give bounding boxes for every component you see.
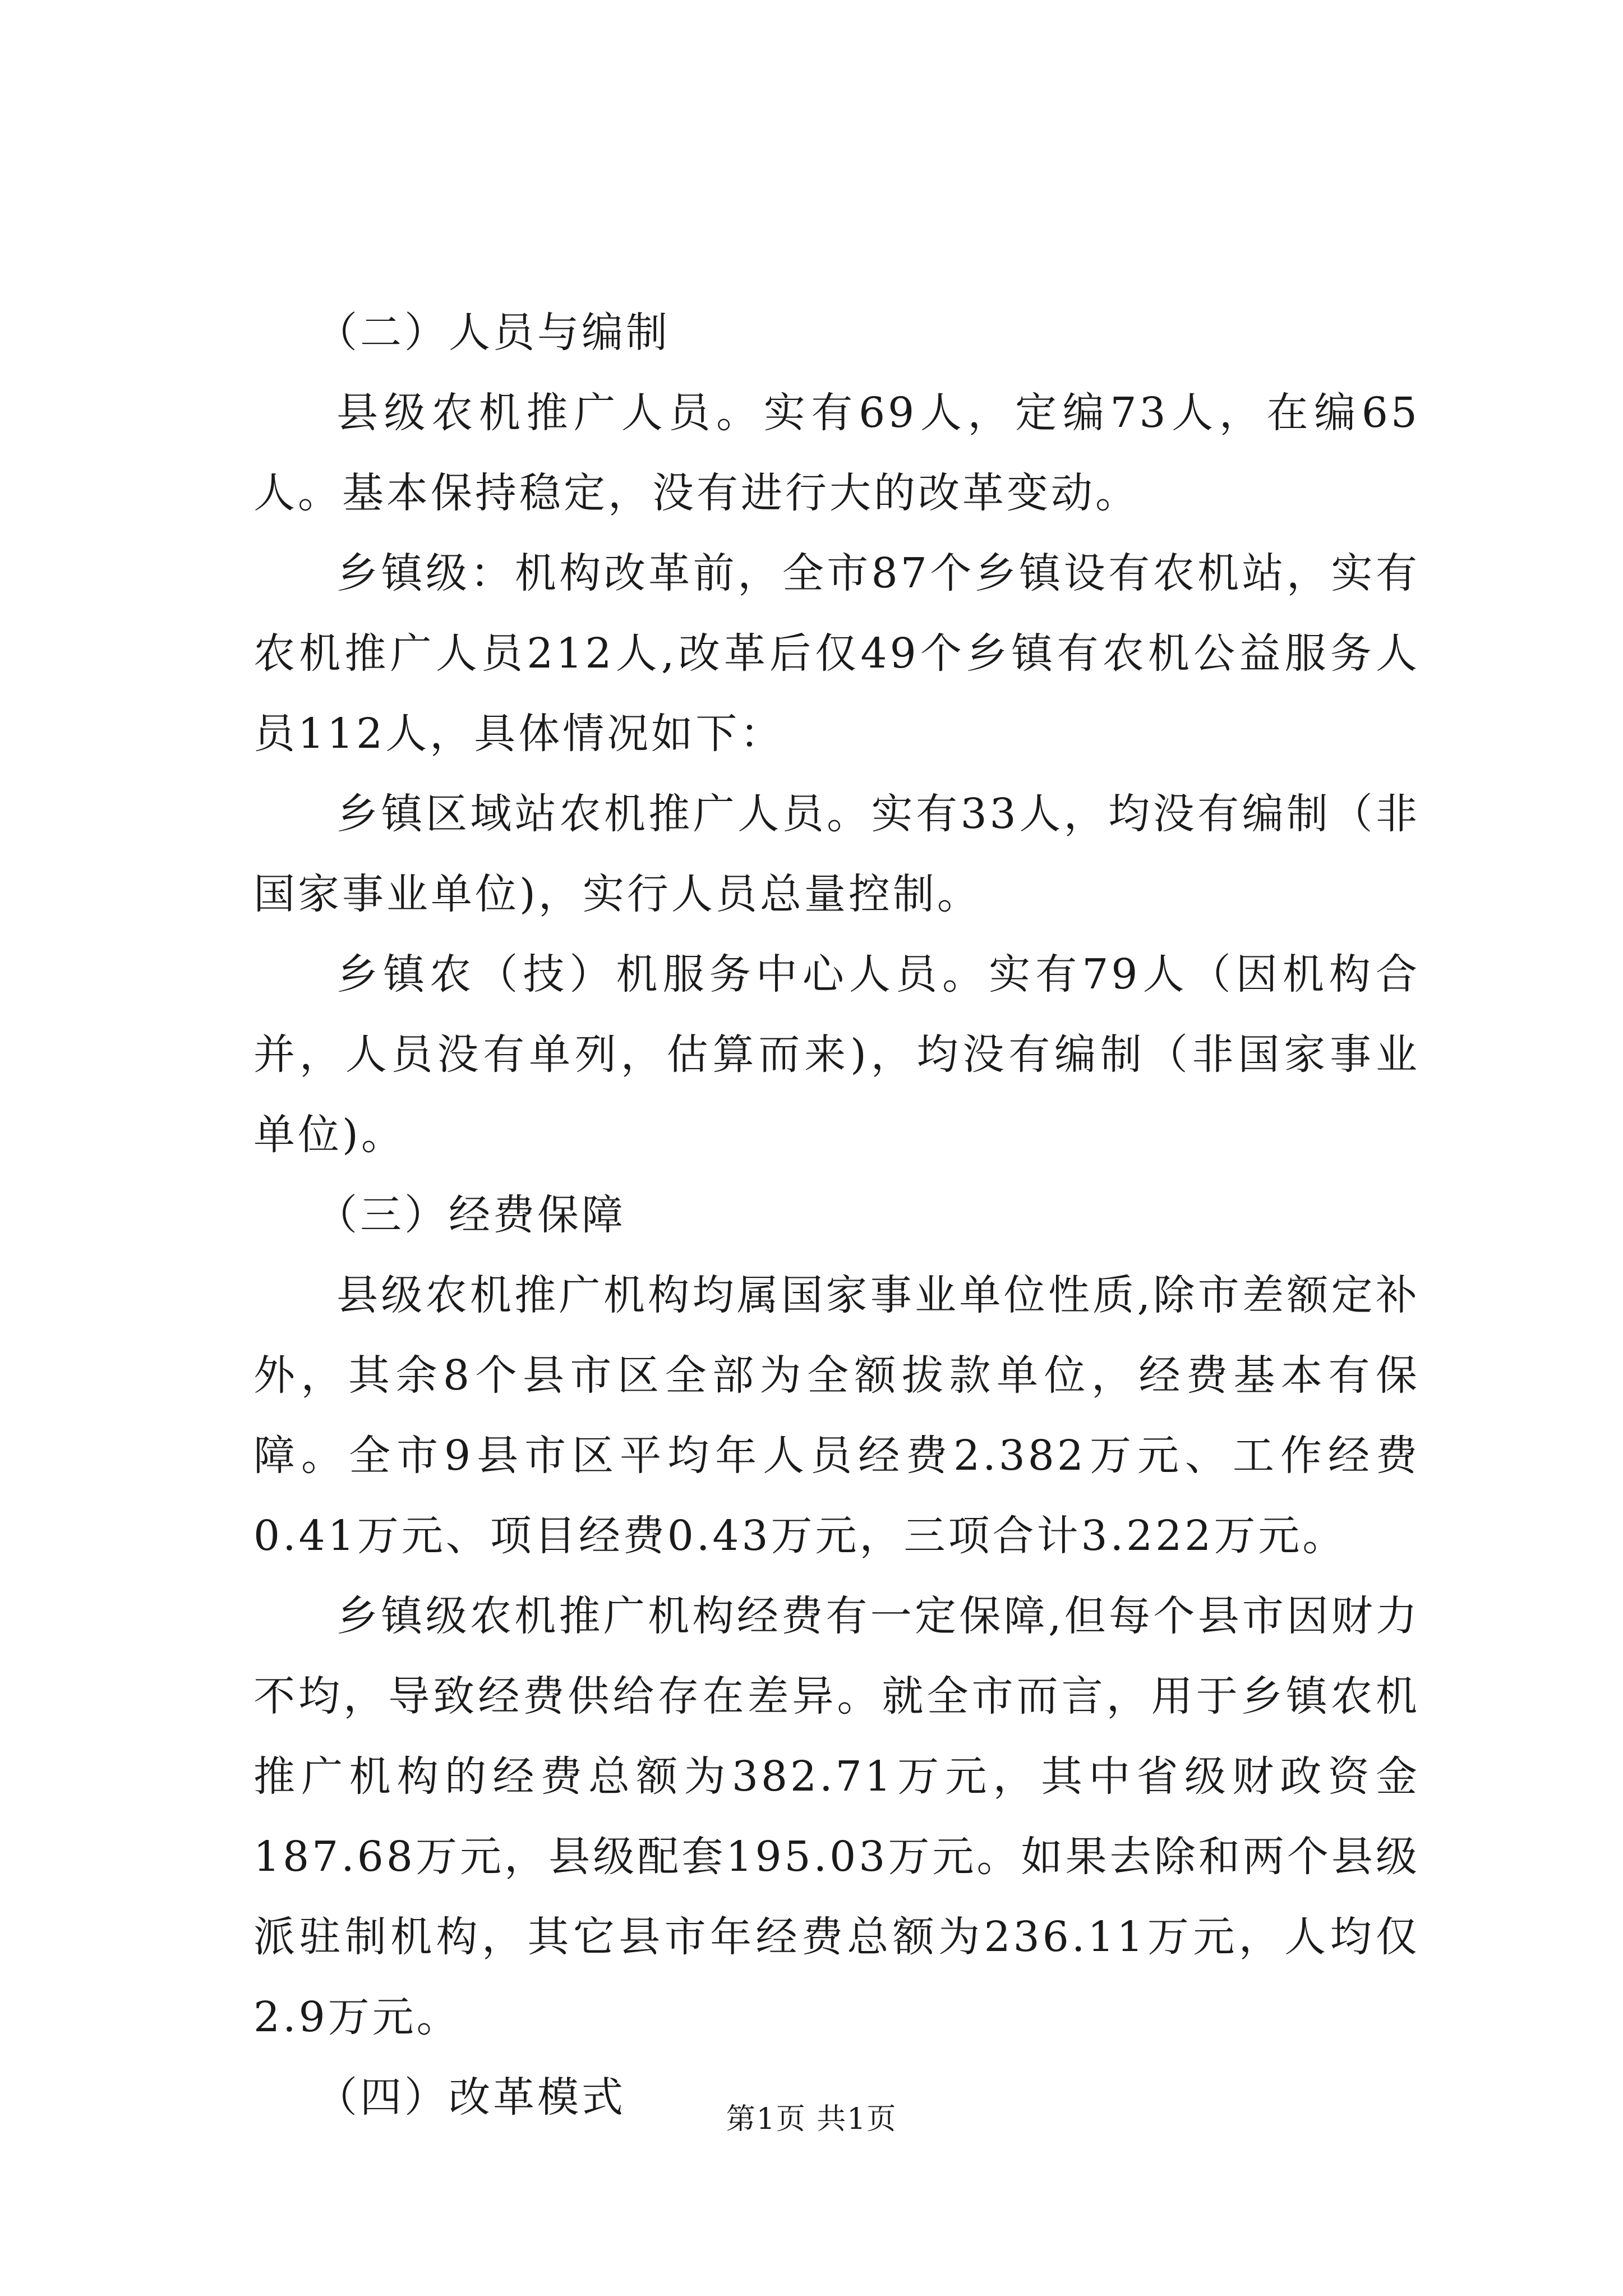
document-body [253,293,1420,2138]
paragraph-regional-station: 乡镇区域站农机推广人员。实有33人，均没有编制（非国家事业单位)，实行人员总量控制。 [253,790,1420,918]
paragraph-township-level: 乡镇级：机构改革前，全市87个乡镇设有农机站，实有农机推广人员212人,改革后仅49个乡镇有农机公益服务人员112人，具体情况如下： [253,549,1420,758]
paragraph-township-funding: 乡镇级农机推广机构经费有一定保障,但每个县市因财力不均，导致经费供给存在差异。就全市而言，用于乡镇农机推广机构的经费总额为382.71万元，其中省级财政资金187.68万元，县级配套195.03万元。如果去除和两个县级派驻制机构，其它县市年经费总额为236.11万元，人均仅2.9万元。 [253,1592,1420,2041]
paragraph-county-staff: 县级农机推广人员。实有69人，定编73人，在编65人。基本保持稳定，没有进行大的改革变动。 [253,389,1420,517]
paragraph-service-center: 乡镇农（技）机服务中心人员。实有79人（因机构合并，人员没有单列，估算而来)，均没有编制（非国家事业单位)。 [253,950,1420,1159]
page-number-footer: 第1页 共1页 [726,2102,897,2136]
section-heading-funding: （三）经费保障 [316,1191,626,1239]
section-heading-reform-mode: （四）改革模式 [316,2073,626,2122]
section-heading-personnel: （二）人员与编制 [316,309,670,357]
paragraph-county-funding: 县级农机推广机构均属国家事业单位性质,除市差额定补外，其余8个县市区全部为全额拔款单位，经费基本有保障。全市9县市区平均年人员经费2.382万元、工作经费0.41万元、项目经费0.43万元，三项合计3.222万元。 [253,1271,1420,1560]
